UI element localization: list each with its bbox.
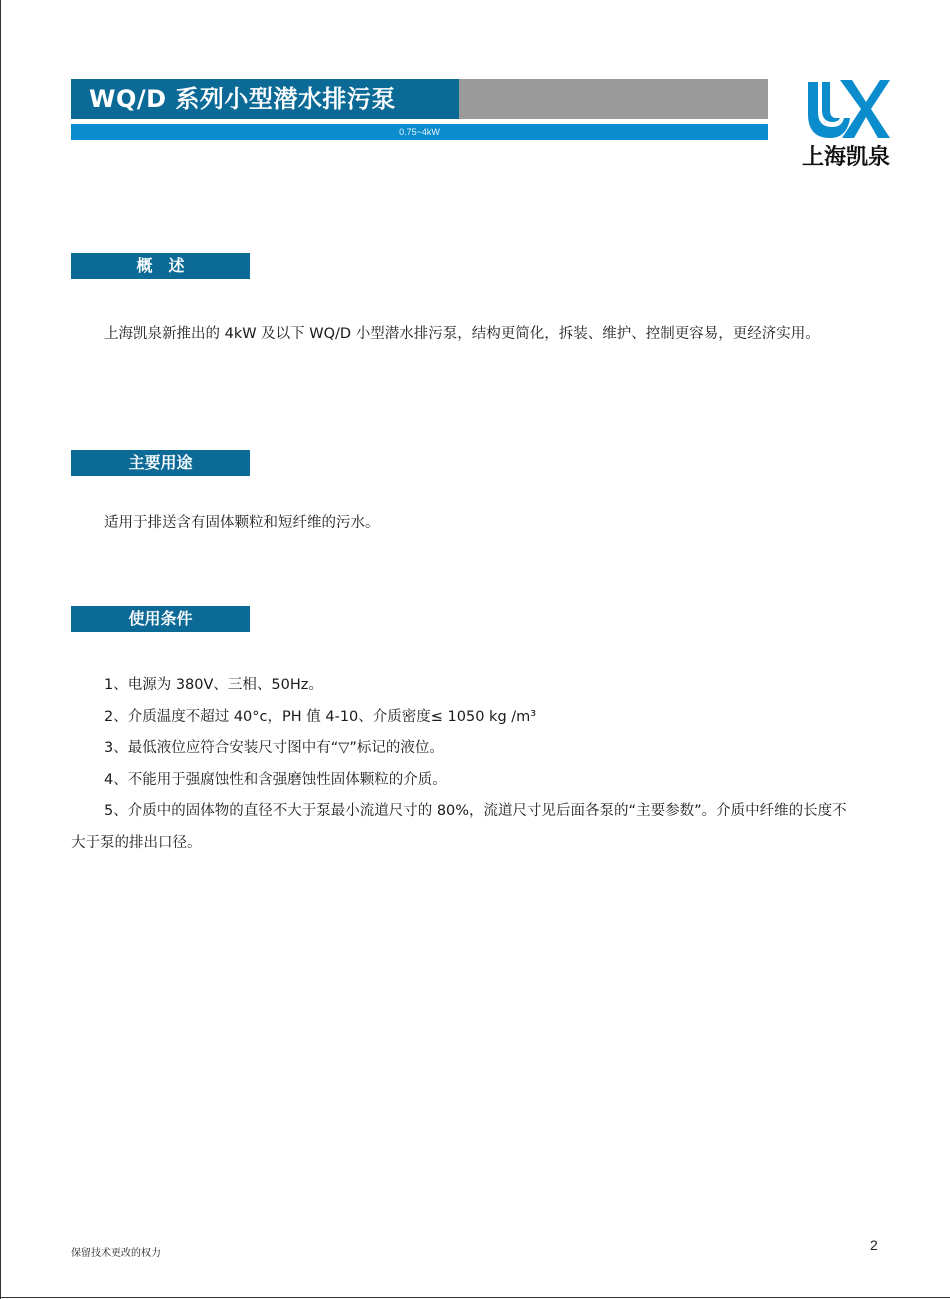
list-item: 2、介质温度不超过 40°c，PH 值 4-10、介质密度≤ 1050 kg /m³ [104,708,537,725]
header-sub-bar [71,124,768,140]
page-title: WQ/D 系列小型潜水排污泵 [71,79,459,119]
page-border-left [0,0,1,1299]
list-item: 4、不能用于强腐蚀性和含强磨蚀性固体颗粒的介质。 [104,771,447,788]
usage-heading: 主要用途 [71,450,250,476]
list-item: 1、电源为 380V、三相、50Hz。 [104,677,323,693]
company-logo [800,72,892,168]
page-border-bottom [0,1297,950,1298]
conditions-heading: 使用条件 [71,606,250,632]
footer-note: 保留技术更改的权力 [71,1248,161,1259]
page-number: 2 [870,1237,878,1253]
power-range: 0.75~4kW [399,127,440,137]
kaiquan-logo-icon [800,72,892,142]
list-item: 5、介质中的固体物的直径不大于泵最小流道尺寸的 80%，流道尺寸见后面各泵的“主要参数”。介质中纤维的长度不大于泵的排出口径。 [71,803,847,851]
logo-text: 上海凯泉 [801,145,890,170]
conditions-list [71,670,871,859]
overview-text: 上海凯泉新推出的 4kW 及以下 WQ/D 小型潜水排污泵，结构更简化，拆装、维护、控制更容易，更经济实用。 [104,326,820,342]
usage-text: 适用于排送含有固体颗粒和短纤维的污水。 [104,515,380,531]
overview-heading: 概 述 [71,253,250,279]
header-bar [71,79,768,119]
list-item: 3、最低液位应符合安装尺寸图中有“▽”标记的液位。 [104,740,444,756]
